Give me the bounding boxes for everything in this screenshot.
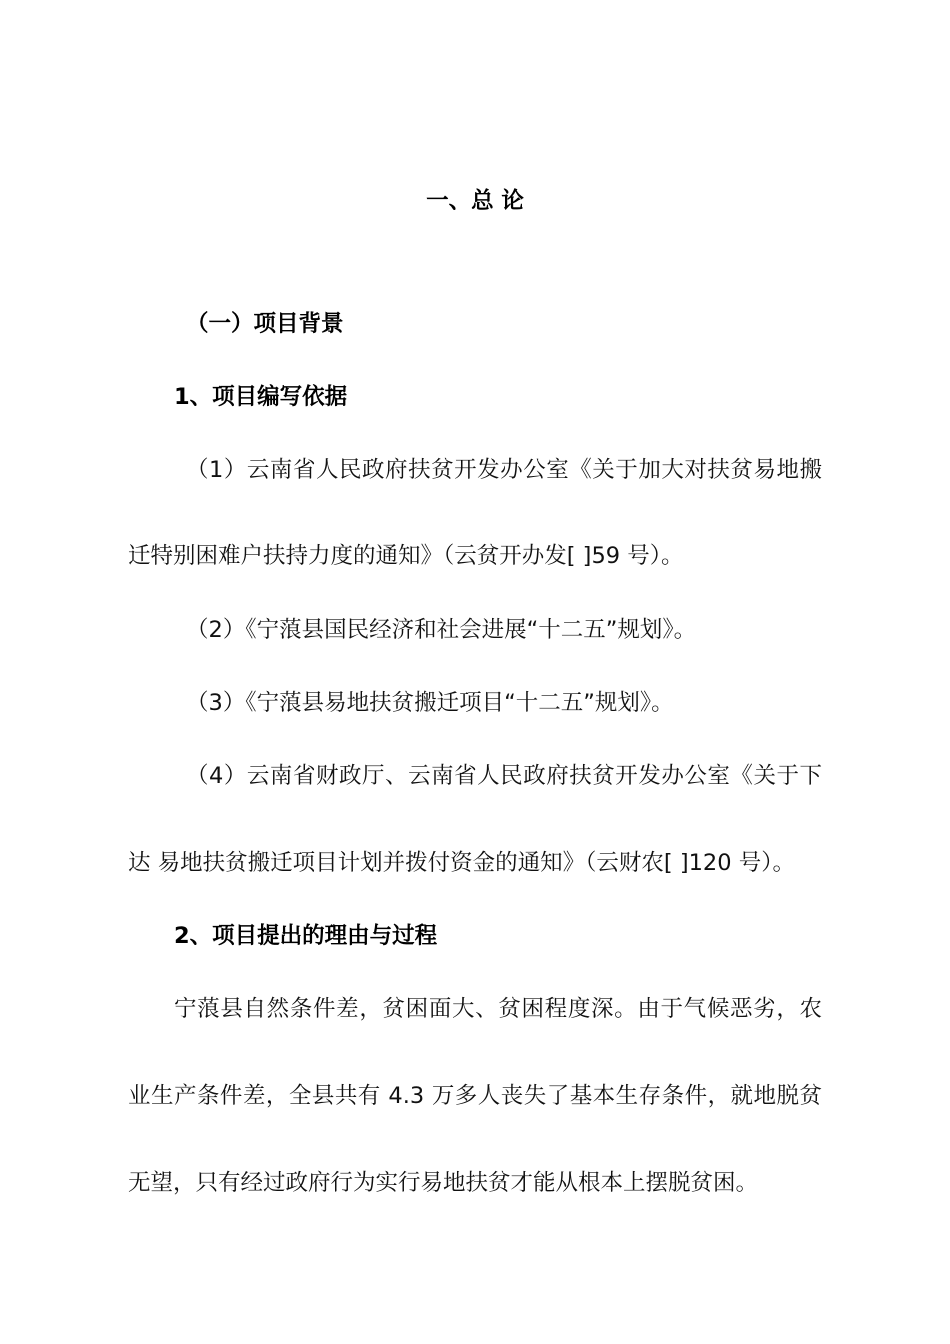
subsection-heading-basis: 1、项目编写依据 [174,384,348,410]
basis-item-4-line-2: 达 易地扶贫搬迁项目计划并拨付资金的通知》（云财农[ ]120 号）。 [128,850,795,876]
section-heading-project-background: （一）项目背景 [186,311,344,337]
basis-item-2: （2）《宁蒗县国民经济和社会进展“十二五”规划》。 [186,617,697,643]
basis-item-1-line-2: 迁特别困难户扶持力度的通知》（云贫开办发[ ]59 号）。 [128,543,684,569]
chapter-title: 一、总 论 [426,188,524,214]
subsection-heading-reasons: 2、项目提出的理由与过程 [174,923,438,949]
basis-item-4-line-1: （4）云南省财政厅、云南省人民政府扶贫开发办公室《关于下 [186,763,822,789]
reasons-paragraph-line-1: 宁蒗县自然条件差，贫困面大、贫困程度深。由于气候恶劣，农 [174,996,822,1022]
reasons-paragraph-line-2: 业生产条件差，全县共有 4.3 万多人丧失了基本生存条件，就地脱贫 [128,1083,822,1109]
basis-item-1-line-1: （1）云南省人民政府扶贫开发办公室《关于加大对扶贫易地搬 [186,457,822,483]
reasons-paragraph-line-3: 无望，只有经过政府行为实行易地扶贫才能从根本上摆脱贫困。 [128,1170,759,1196]
basis-item-3: （3）《宁蒗县易地扶贫搬迁项目“十二五”规划》。 [186,690,674,716]
